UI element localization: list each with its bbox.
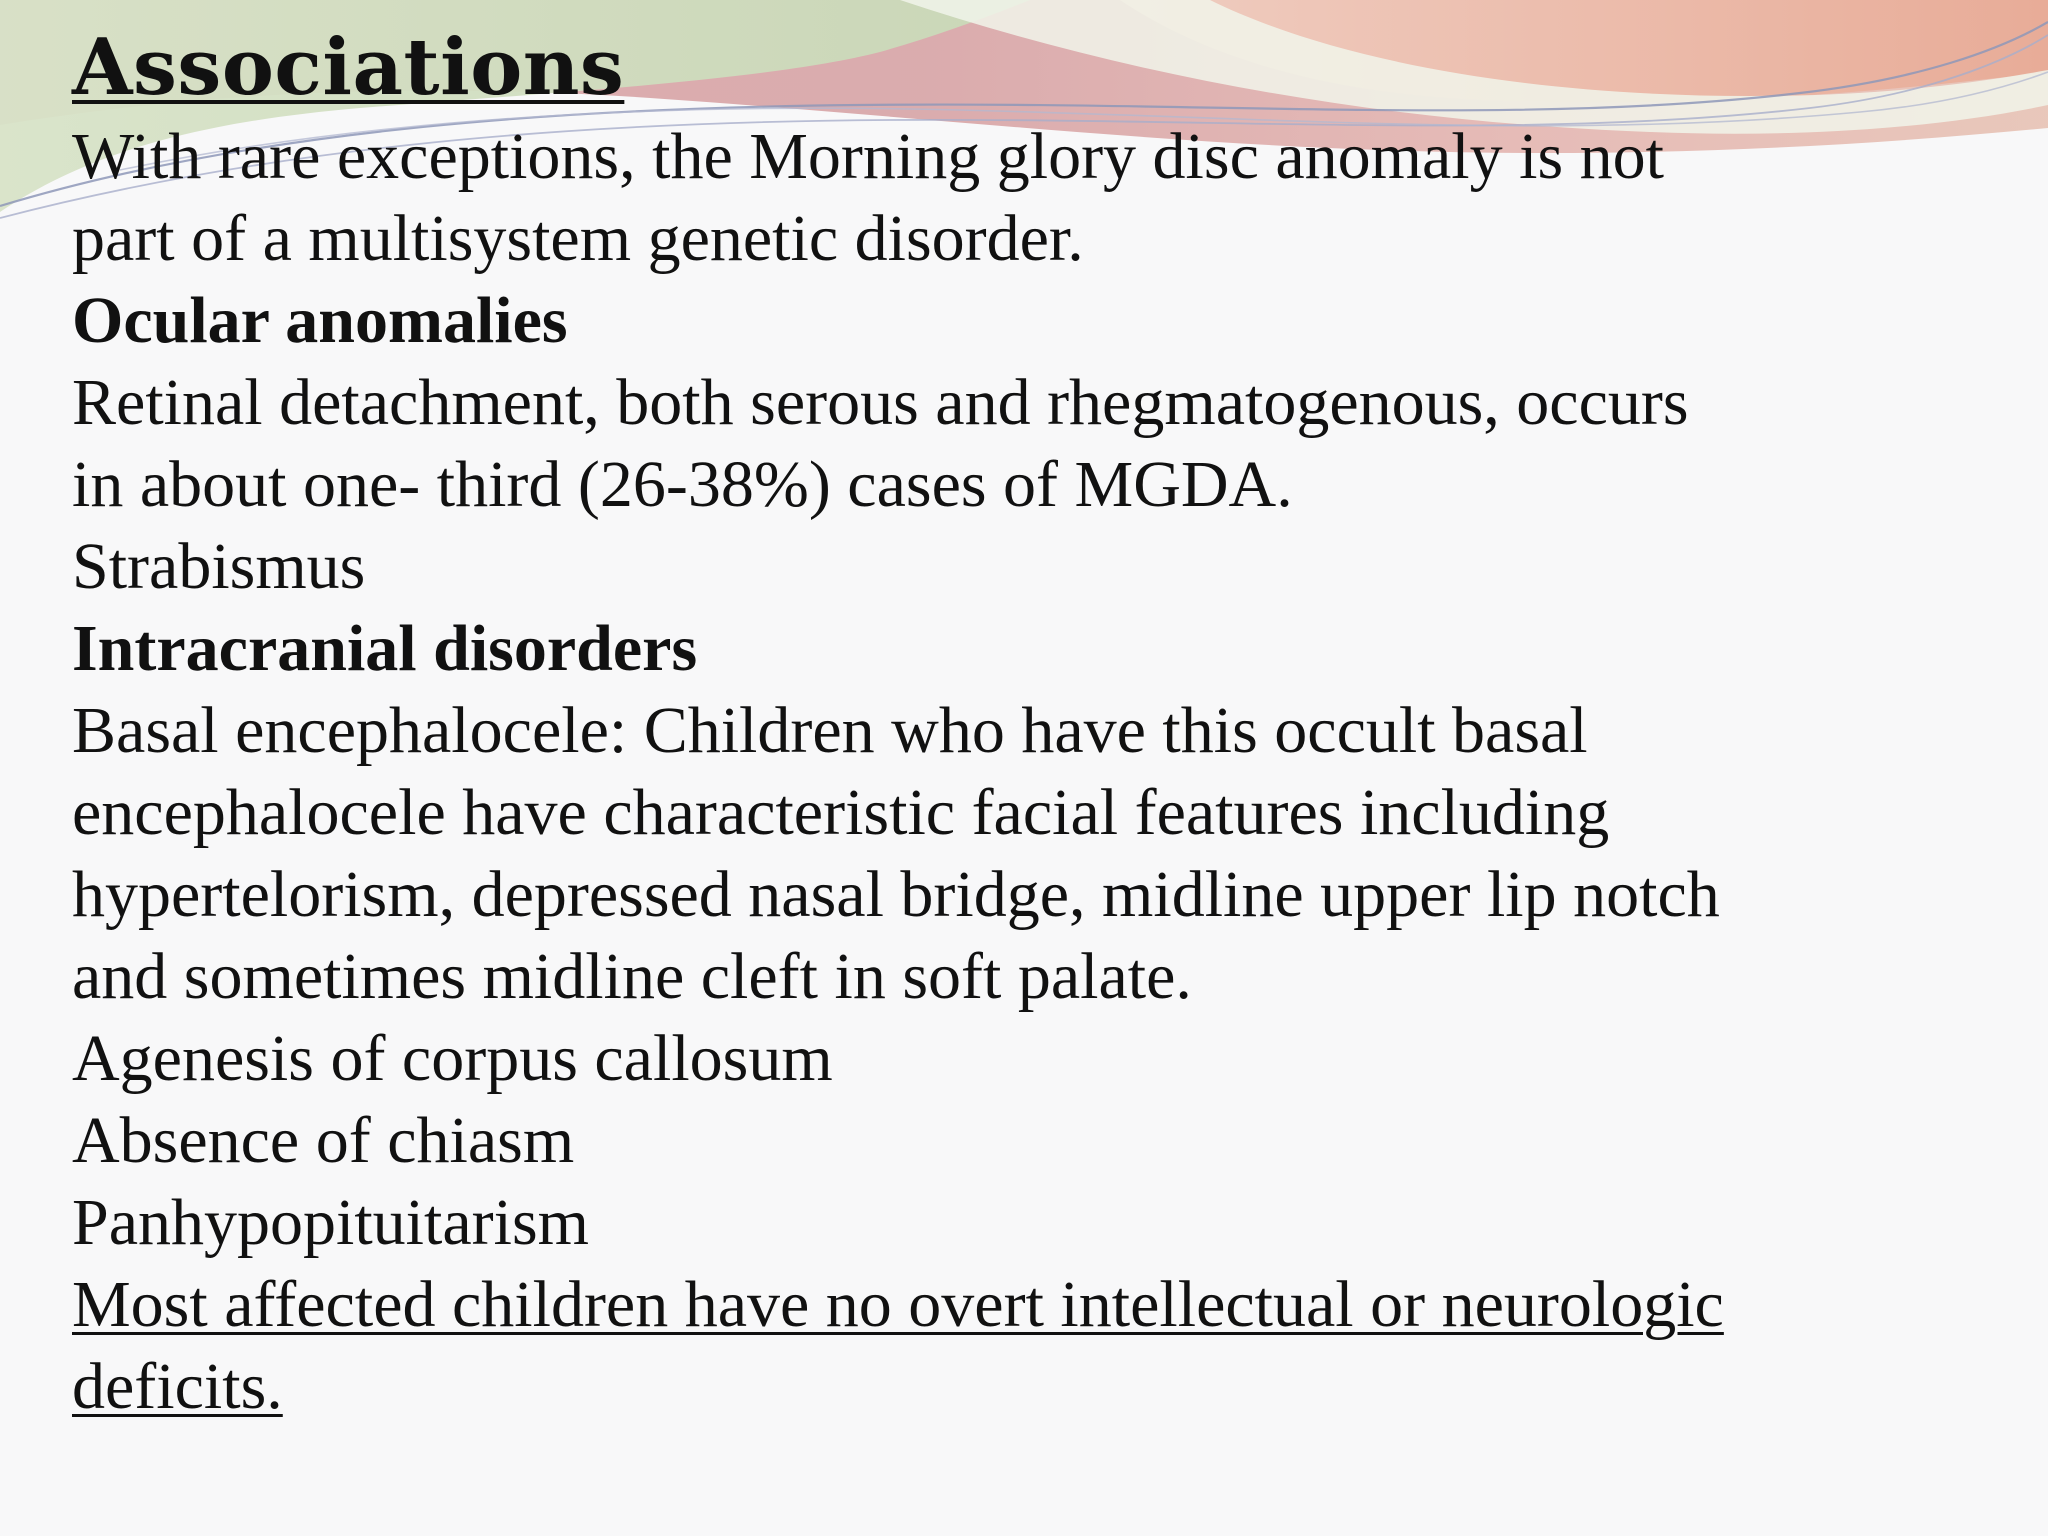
- text-line-8: Basal encephalocele: Children who have this occult basal: [72, 694, 1588, 767]
- text-line-5: in about one- third (26-38%) cases of MGDA.: [72, 448, 1293, 521]
- slide-title: Associations: [72, 22, 625, 113]
- section-heading-ocular-anomalies: Ocular anomalies: [72, 284, 568, 357]
- text-line-1: With rare exceptions, the Morning glory disc anomaly is not: [72, 120, 1664, 193]
- text-line-agenesis: Agenesis of corpus callosum: [72, 1022, 833, 1095]
- text-line-11: and sometimes midline cleft in soft palate.: [72, 940, 1192, 1013]
- text-line-9: encephalocele have characteristic facial features including: [72, 776, 1610, 849]
- text-line-strabismus: Strabismus: [72, 530, 366, 603]
- text-line-chiasm: Absence of chiasm: [72, 1104, 575, 1177]
- text-line-panhypopituitarism: Panhypopituitarism: [72, 1186, 589, 1259]
- slide-content: [72, 22, 2022, 1428]
- section-heading-intracranial-disorders: Intracranial disorders: [72, 612, 698, 685]
- text-line-2: part of a multisystem genetic disorder.: [72, 202, 1084, 275]
- text-line-4: Retinal detachment, both serous and rhegmatogenous, occurs: [72, 366, 1689, 439]
- text-line-10: hypertelorism, depressed nasal bridge, midline upper lip notch: [72, 858, 1720, 931]
- underlined-conclusion-line-1: Most affected children have no overt intellectual or neurologic: [72, 1268, 1724, 1341]
- underlined-conclusion-line-2: deficits.: [72, 1350, 283, 1423]
